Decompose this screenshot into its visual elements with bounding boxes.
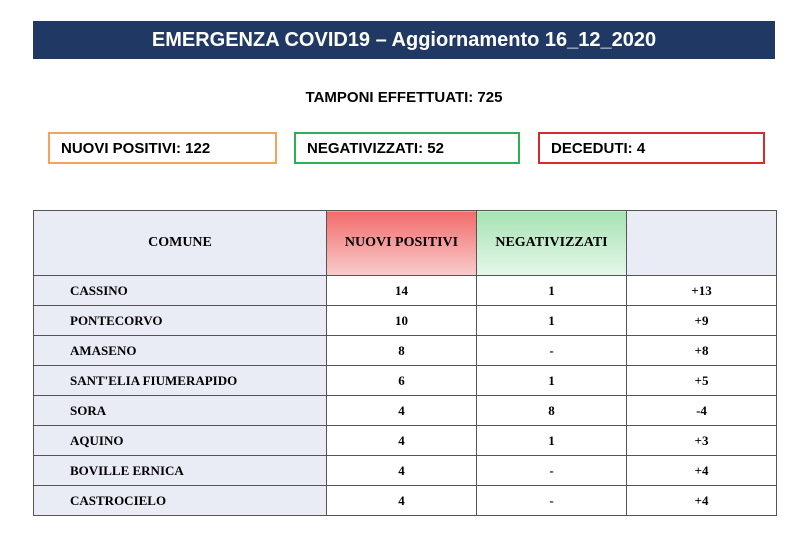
cell-comune: SANT'ELIA FIUMERAPIDO [34,366,327,396]
cell-negativizzati: - [477,336,627,366]
cell-comune: SORA [34,396,327,426]
cell-negativizzati: 8 [477,396,627,426]
cell-nuovi-positivi: 14 [327,276,477,306]
cell-comune: AQUINO [34,426,327,456]
cell-differenza: +9 [627,306,777,336]
cell-differenza: +8 [627,336,777,366]
cell-nuovi-positivi: 4 [327,396,477,426]
tamponi-effettuati: TAMPONI EFFETTUATI: 725 [305,89,503,106]
cell-negativizzati: - [477,456,627,486]
cell-nuovi-positivi: 4 [327,486,477,516]
cell-negativizzati: 1 [477,426,627,456]
table-row [34,306,777,336]
deceduti-box [538,132,765,164]
table-row [34,396,777,426]
header-comune: COMUNE [34,211,327,276]
cell-comune: BOVILLE ERNICA [34,456,327,486]
page-title: EMERGENZA COVID19 – Aggiornamento 16_12_2020 [151,28,657,51]
deceduti-label: DECEDUTI: 4 [551,139,646,157]
table-row [34,366,777,396]
cell-negativizzati: - [477,486,627,516]
cell-nuovi-positivi: 4 [327,426,477,456]
cell-differenza: +4 [627,486,777,516]
cell-differenza: +4 [627,456,777,486]
negativizzati-box [294,132,520,164]
cell-negativizzati: 1 [477,306,627,336]
cell-negativizzati: 1 [477,366,627,396]
cell-differenza: -4 [627,396,777,426]
cell-comune: CASTROCIELO [34,486,327,516]
cell-differenza: +13 [627,276,777,306]
cell-nuovi-positivi: 10 [327,306,477,336]
table-row [34,336,777,366]
cell-differenza: +5 [627,366,777,396]
cell-nuovi-positivi: 6 [327,366,477,396]
nuovi-positivi-label: NUOVI POSITIVI: 122 [61,139,211,157]
table-row [34,456,777,486]
cell-comune: PONTECORVO [34,306,327,336]
cell-nuovi-positivi: 4 [327,456,477,486]
table-row [34,276,777,306]
header-nuovi-positivi: NUOVI POSITIVI [327,211,477,276]
header-differenza [627,211,777,276]
cell-negativizzati: 1 [477,276,627,306]
cell-comune: CASSINO [34,276,327,306]
table-row [34,486,777,516]
page-title-banner [33,21,775,59]
nuovi-positivi-box [48,132,277,164]
header-negativizzati: NEGATIVIZZATI [477,211,627,276]
cell-differenza: +3 [627,426,777,456]
negativizzati-label: NEGATIVIZZATI: 52 [307,139,444,157]
table-row [34,426,777,456]
cell-nuovi-positivi: 8 [327,336,477,366]
table-header-row [34,211,777,276]
cell-comune: AMASENO [34,336,327,366]
comuni-table [33,210,777,516]
